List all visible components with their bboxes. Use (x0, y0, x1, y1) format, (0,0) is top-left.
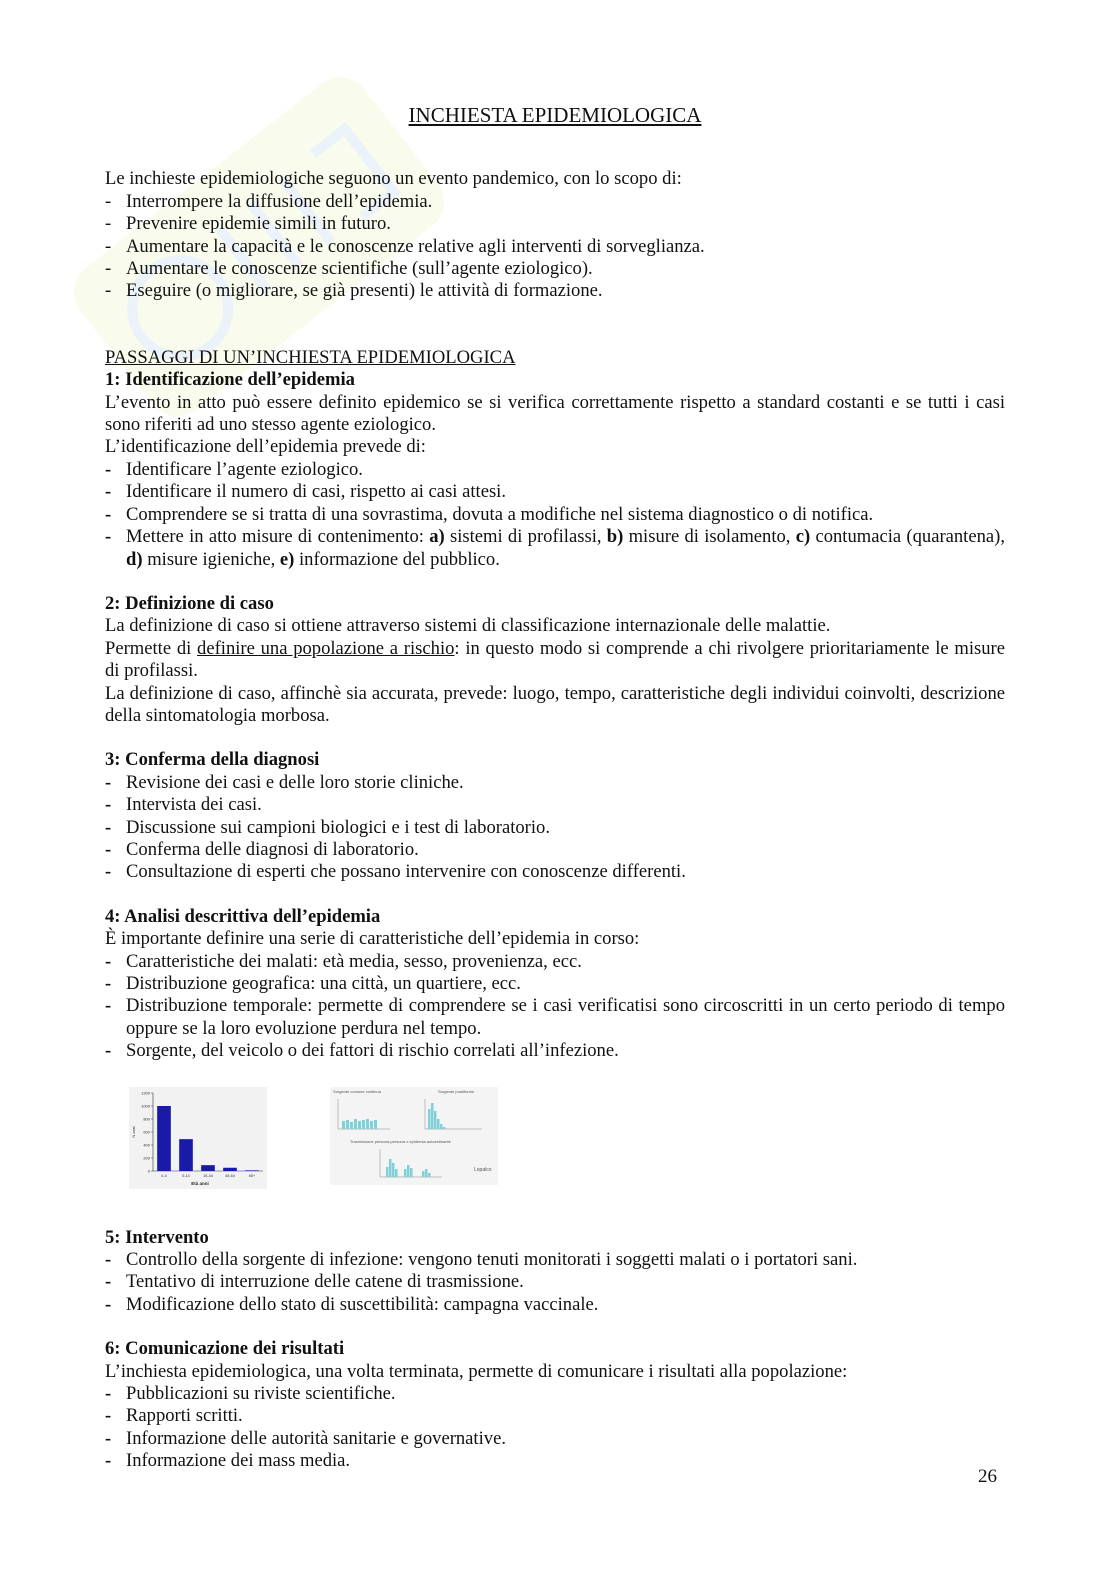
y-tick-label: 200 (143, 1155, 150, 1161)
step1-paragraph: L’evento in atto può essere definito epidemico se si verifica correttamente rispetto a standard costanti e se tutti i casi sono riferiti ad uno stesso agente eziologico. (105, 391, 1005, 436)
age-bar-chart (129, 1087, 267, 1189)
step2-paragraph-3: La definizione di caso, affinchè sia accurata, prevede: luogo, tempo, caratteristiche degli individui coinvolti, descrizione della sintomatologia morbosa. (105, 682, 1005, 726)
curve-label: Sorgente comune continua (333, 1088, 381, 1094)
list-item: - Comprendere se si tratta di una sovrastima, dovuta a modifiche nel sistema diagnostico o di notifica. (105, 504, 1005, 526)
chart-background (129, 1087, 267, 1189)
y-axis-label: N casi (131, 1126, 136, 1138)
step1-paragraph-2: L’identificazione dell’epidemia prevede di: (105, 436, 426, 458)
step5-heading: 5: Intervento (105, 1226, 209, 1248)
bar (223, 1167, 237, 1170)
list-item: - Consultazione di esperti che possano intervenire con conoscenze differenti. (105, 861, 1005, 883)
x-tick-label: 5-14 (182, 1173, 190, 1178)
text-run: c) (795, 526, 811, 548)
step6-list (105, 1383, 1005, 1473)
step3-heading: 3: Conferma della diagnosi (105, 749, 320, 771)
list-item: - Eseguire (o migliorare, se già presenti) le attività di formazione. (105, 280, 1005, 302)
page-title: INCHIESTA EPIDEMIOLOGICA (408, 103, 702, 127)
list-item: - Revisione dei casi e delle loro storie cliniche. (105, 772, 1005, 794)
list-item: - Discussione sui campioni biologici e i test di laboratorio. (105, 817, 1005, 839)
text-run: b) (606, 526, 624, 548)
step5-list (105, 1249, 1005, 1316)
list-item: - Controllo della sorgente di infezione: vengono tenuti monitorati i soggetti malati o i portatori sani. (105, 1249, 1005, 1271)
y-tick-label: 1200 (141, 1090, 150, 1096)
x-tick-label: 0-4 (161, 1173, 167, 1178)
list-item: - Aumentare le conoscenze scientifiche (sull’agente eziologico). (105, 258, 1005, 280)
step4-paragraph: È importante definire una serie di caratteristiche dell’epidemia in corso: (105, 928, 640, 950)
epidemic-curves-figure (330, 1087, 498, 1185)
step6-paragraph: L’inchiesta epidemiologica, una volta terminata, permette di comunicare i risultati alla popolazione: (105, 1360, 848, 1382)
list-item: - Modificazione dello stato di suscettibilità: campagna vaccinale. (105, 1294, 1005, 1316)
text-run: a) (429, 526, 445, 548)
intro-text: Le inchieste epidemiologiche seguono un evento pandemico, con lo scopo di: (105, 168, 682, 190)
step2-paragraph: La definizione di caso si ottiene attraverso sistemi di classificazione internazionale delle malattie. (105, 615, 831, 637)
text-run: Mettere in atto misure di contenimento: (126, 526, 430, 548)
list-item: - Rapporti scritti. (105, 1405, 1005, 1427)
step4-list (105, 951, 1005, 1063)
step6-heading: 6: Comunicazione dei risultati (105, 1338, 345, 1360)
list-item: - Tentativo di interruzione delle catene di trasmissione. (105, 1271, 1005, 1293)
list-item: - Informazione dei mass media. (105, 1450, 1005, 1472)
intro-list (105, 191, 1005, 303)
bar (157, 1106, 171, 1171)
list-item: - Informazione delle autorità sanitarie e governative. (105, 1428, 1005, 1450)
list-item: - Prevenire epidemie simili in futuro. (105, 213, 1005, 235)
text-run: Permette di (105, 637, 198, 659)
curve-label: Trasmissione persona-persona o epidemia autoestinante (350, 1138, 451, 1144)
x-axis-label: Età anni (191, 1180, 209, 1186)
list-item: - Pubblicazioni su riviste scientifiche. (105, 1383, 1005, 1405)
text-run: contumacia (quarantena), (810, 526, 1005, 548)
x-tick-label: 15-44 (203, 1173, 213, 1178)
list-item (105, 526, 1005, 571)
bar (245, 1170, 259, 1171)
underlined-text: definire una popolazione a rischio (197, 637, 455, 659)
step3-list (105, 772, 1005, 884)
step2-paragraph-2 (105, 638, 1005, 683)
y-tick-label: 400 (143, 1142, 150, 1148)
figure-background (330, 1087, 498, 1185)
list-item: - Aumentare la capacità e le conoscenze relative agli interventi di sorveglianza. (105, 236, 1005, 258)
list-item: - Sorgente, del veicolo o dei fattori di rischio correlati all’infezione. (105, 1040, 1005, 1062)
list-item: - Conferma delle diagnosi di laboratorio. (105, 839, 1005, 861)
list-item: - Intervista dei casi. (105, 794, 1005, 816)
text-run: e) (279, 548, 295, 570)
step1-list (105, 459, 1005, 571)
figures-row (105, 1077, 1005, 1227)
text-run: misure igieniche, (142, 548, 280, 570)
list-item: - Identificare l’agente eziologico. (105, 459, 1005, 481)
figure-credit: Lopalco (474, 1166, 492, 1173)
y-tick-label: 0 (147, 1168, 150, 1174)
list-item: - Caratteristiche dei malati: età media, sesso, provenienza, ecc. (105, 951, 1005, 973)
text-run: d) (126, 548, 143, 570)
x-tick-label: 65+ (248, 1173, 256, 1178)
y-tick-label: 800 (143, 1116, 150, 1122)
page-number: 26 (978, 1466, 997, 1487)
curve-label: Sorgente puntiforme (438, 1088, 475, 1094)
list-item: - Distribuzione temporale: permette di comprendere se i casi verificatisi sono circoscritti in un certo periodo di tempo oppure se la loro evoluzione perdura nel tempo. (105, 995, 1005, 1040)
step2-heading: 2: Definizione di caso (105, 592, 274, 614)
bar (179, 1139, 193, 1171)
y-tick-label: 600 (143, 1129, 150, 1135)
step4-heading: 4: Analisi descrittiva dell’epidemia (105, 905, 381, 927)
list-item: - Interrompere la diffusione dell’epidemia. (105, 191, 1005, 213)
x-tick-label: 45-64 (225, 1173, 235, 1178)
section-title: PASSAGGI DI UN’INCHIESTA EPIDEMIOLOGICA (105, 346, 516, 368)
bar (201, 1165, 215, 1171)
step1-heading: 1: Identificazione dell’epidemia (105, 369, 355, 391)
text-run: informazione del pubblico. (294, 548, 500, 570)
y-tick-label: 1000 (141, 1103, 150, 1109)
text-run: misure di isolamento, (623, 526, 796, 548)
list-item: - Distribuzione geografica: una città, un quartiere, ecc. (105, 973, 1005, 995)
list-item: - Identificare il numero di casi, rispetto ai casi attesi. (105, 481, 1005, 503)
document-page (105, 104, 1005, 1473)
text-run: : in questo modo si comprende a chi rivolgere prioritariamente le misure di profilassi. (105, 637, 1005, 682)
text-run: sistemi di profilassi, (444, 526, 607, 548)
